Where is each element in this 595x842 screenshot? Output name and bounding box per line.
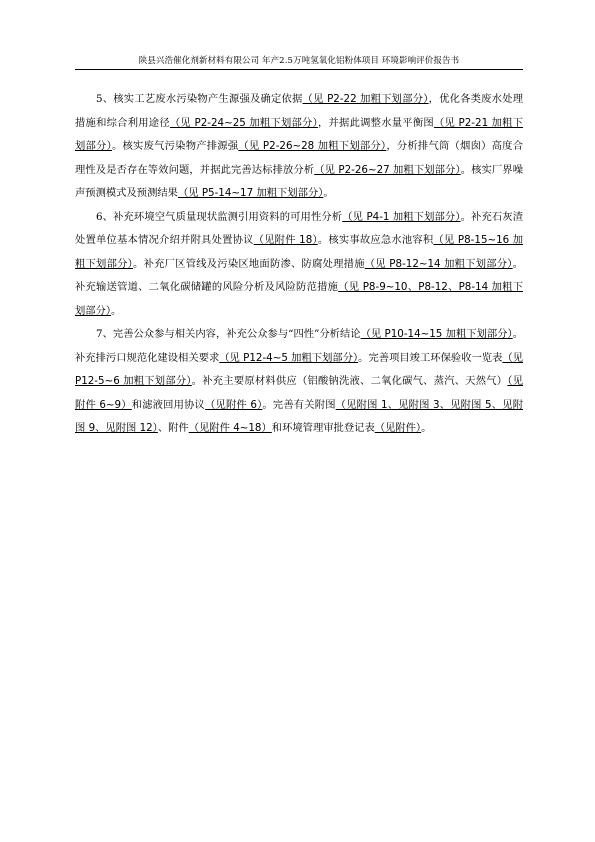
reference-note: （见附件 6~9） <box>75 375 523 411</box>
paragraph-text: 。补充石灰渣处置单位基本情况介绍并附具处置协议 <box>75 210 523 246</box>
paragraph-text: 。完善项目竣工环保验收一览表 <box>358 351 503 364</box>
paragraph-text: 5、核实工艺废水污染物产生源强及确定依据 <box>96 93 303 105</box>
reference-note: （见附图 1、见附图 3、见附图 5、见附图 9、见附图 12） <box>75 398 524 434</box>
paragraph-text: 。补充主要原材料供应（铝酸钠洗液、二氧化碳气、蒸汽、天然气） <box>191 375 508 387</box>
reference-note: （见 P10-14~15 加粗下划部分） <box>360 328 513 340</box>
document-body <box>75 88 523 441</box>
reference-note: （见 P2-22 加粗下划部分） <box>302 93 429 105</box>
paragraph-text: 7、完善公众参与相关内容，补充公众参与“四性”分析结论 <box>96 328 361 340</box>
paragraph-text: 。 <box>323 187 334 199</box>
reference-note: （见 P2-26~27 加粗下划部分） <box>314 163 461 176</box>
paragraph-text: 。补充输送管道、二氧化碳储罐的风险分析及风险防范措施 <box>75 257 523 293</box>
page-header: 陕县兴浩催化剂新材料有限公司 年产2.5万吨氢氧化铝粉体项目 环境影响评价报告书 <box>138 56 460 66</box>
reference-note: （见 P8-15~16 加粗下划部分） <box>75 234 524 270</box>
reference-note: （见附件 18） <box>253 234 318 246</box>
paragraph-7 <box>75 323 523 441</box>
reference-note: （见附件 6） <box>205 398 263 411</box>
reference-note: （见 P2-24~25 加粗下划部分） <box>169 116 318 129</box>
paragraph-6 <box>75 206 523 324</box>
paragraph-text: 6、补充环境空气质量现状监测引用资料的可用性分析 <box>96 210 343 223</box>
paragraph-text: 。 <box>421 422 432 434</box>
paragraph-text: ，优化各类废水处理措施和综合利用途径 <box>75 93 524 129</box>
reference-note: （见 P12-4~5 加粗下划部分） <box>219 351 359 364</box>
paragraph-text: 。核实厂界噪声预测模式及预测结果 <box>75 163 523 199</box>
reference-note: （见 P8-12~14 加粗下划部分） <box>364 257 513 270</box>
reference-note: （见 P2-21 加粗下划部分） <box>75 116 524 152</box>
paragraph-text: 。核实废气污染物产排源强 <box>111 140 239 152</box>
paragraph-text: 。 <box>111 304 122 317</box>
paragraph-text: 和滤液回用协议 <box>131 398 206 411</box>
reference-note: （见 P12-5~6 加粗下划部分） <box>75 351 524 387</box>
reference-note: （见 P2-26~28 加粗下划部分） <box>238 140 387 152</box>
paragraph-text: 。核实事故应急水池容积 <box>317 234 434 246</box>
paragraph-text: ，分析排气筒（烟囱）高度合理性及是否存在等效问题，并据此完善达标排放分析 <box>75 140 523 176</box>
paragraph-text: 。完善有关附图 <box>262 398 336 411</box>
reference-note: （见 P8-9~10、P8-12、P8-14 加粗下划部分） <box>75 281 524 317</box>
paragraph-text: 。补充厂区管线及污染区地面防渗、防腐处理措施 <box>133 257 365 270</box>
header-divider <box>75 69 523 70</box>
reference-note: （见附件） <box>374 422 422 434</box>
paragraph-text: 、附件 <box>157 422 189 434</box>
paragraph-text: 。补充排污口规范化建设相关要求 <box>75 328 523 364</box>
reference-note: （见附件 4~18） <box>188 422 272 434</box>
paragraph-text: ，并据此调整水量平衡图 <box>317 116 434 129</box>
reference-note: （见 P4-1 加粗下划部分） <box>342 210 461 223</box>
reference-note: （见 P5-14~17 加粗下划部分） <box>177 187 324 199</box>
paragraph-text: 和环境管理审批登记表 <box>271 422 375 434</box>
paragraph-5 <box>75 88 523 206</box>
